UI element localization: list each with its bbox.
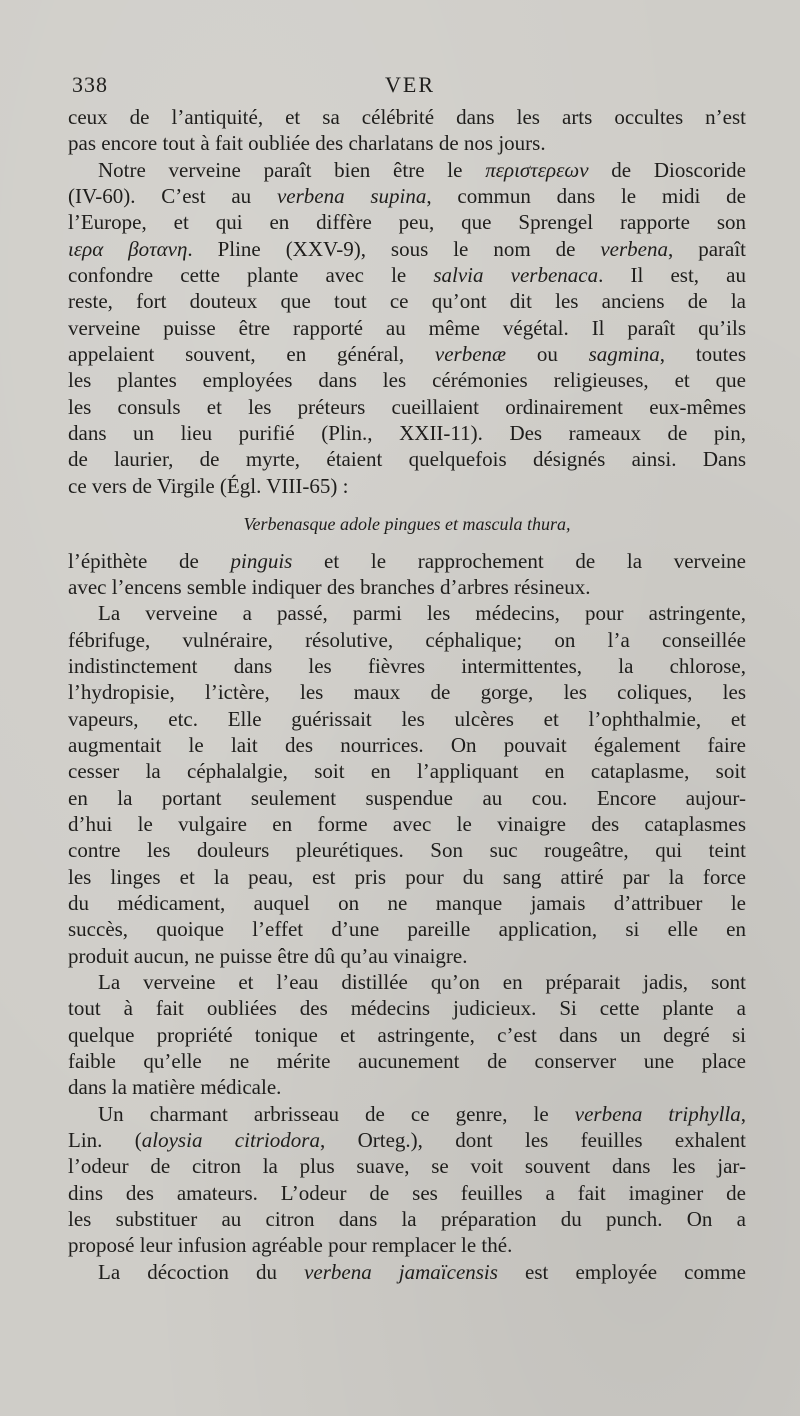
text-segment: , commun dans le midi de — [426, 184, 746, 209]
text-segment: du médicament, auquel on ne manque jamais d’attribuer le — [68, 890, 746, 915]
text-line — [68, 890, 746, 916]
text-segment: ou — [506, 342, 589, 367]
text-line — [68, 315, 746, 341]
text-segment: les linges et la peau, est pris pour du sang attiré par la force — [68, 864, 746, 889]
text-segment: Un charmant arbrisseau de ce genre, le — [98, 1101, 575, 1126]
text-line — [68, 341, 746, 367]
text-segment: reste, fort douteux que tout ce qu’ont dit les anciens de la — [68, 289, 746, 314]
text-segment: est employée comme — [497, 1259, 746, 1284]
text-line — [68, 916, 746, 942]
text-line — [68, 157, 746, 183]
text-line — [68, 1048, 746, 1074]
text-line — [68, 1101, 746, 1127]
text-segment: les substituer au citron dans la préparation du punch. On a — [68, 1207, 746, 1232]
text-line — [68, 446, 746, 472]
text-segment: , paraît — [668, 236, 746, 261]
text-segment: . Pline (XXV-9), sous le nom de — [187, 236, 601, 261]
text-segment: fébrifuge, vulnéraire, résolutive, céphalique; on l’a conseillée — [68, 627, 746, 652]
text-line — [68, 104, 746, 130]
text-segment: augmentait le lait des nourrices. On pouvait également faire — [68, 732, 746, 757]
text-segment: dans un lieu purifié (Plin., XXII-11). Des rameaux de pin, — [68, 421, 746, 446]
text-line — [68, 1022, 746, 1048]
text-line — [68, 785, 746, 811]
text-line — [68, 679, 746, 705]
text-segment: de laurier, de myrte, étaient quelquefois désignés ainsi. Dans — [68, 447, 746, 472]
text-line — [68, 1127, 746, 1153]
text-segment: l’épithète de — [68, 548, 231, 573]
text-line — [68, 706, 746, 732]
text-line — [68, 394, 746, 420]
text-line — [68, 758, 746, 784]
text-line — [68, 209, 746, 235]
text-segment: dins des amateurs. L’odeur de ses feuilles a fait imaginer de — [68, 1180, 746, 1205]
text-line — [68, 653, 746, 679]
italic-term: ιερα βοτανη — [68, 236, 188, 261]
italic-term: verbenæ — [434, 342, 507, 367]
page-number: 338 — [72, 72, 108, 97]
text-segment: (IV-60). C’est au — [68, 184, 277, 209]
text-line — [68, 473, 746, 499]
text-segment: dans la matière médicale. — [68, 1075, 282, 1100]
text-segment: , toutes — [659, 342, 746, 367]
italic-term: verbena — [600, 236, 668, 261]
text-line — [68, 811, 746, 837]
text-segment: pas encore tout à fait oubliée des charlatans de nos jours. — [68, 131, 546, 156]
text-segment: ce vers de Virgile (Égl. VIII-65) : — [68, 473, 349, 498]
text-segment: produit aucun, ne puisse être dû qu’au vinaigre. — [68, 943, 468, 968]
text-line — [68, 262, 746, 288]
text-line — [68, 183, 746, 209]
text-segment: Verbenasque adole pingues et mascula thura, — [243, 514, 571, 535]
text-segment: avec l’encens semble indiquer des branches d’arbres résineux. — [68, 574, 591, 599]
text-segment: confondre cette plante avec le — [68, 263, 434, 288]
text-line — [68, 1206, 746, 1232]
text-line — [68, 943, 746, 969]
text-line — [68, 288, 746, 314]
text-line — [68, 1232, 746, 1258]
italic-term: verbena jamaïcensis — [304, 1259, 498, 1284]
text-segment: les consuls et les préteurs cueillaient ordinairement eux-mêmes — [68, 394, 746, 419]
text-line — [68, 367, 746, 393]
text-line — [68, 995, 746, 1021]
text-segment: faible qu’elle ne mérite aucunement de conserver une place — [68, 1049, 746, 1074]
text-line — [68, 1074, 746, 1100]
italic-term: περιστερεων — [485, 157, 589, 182]
text-segment: proposé leur infusion agréable pour remplacer le thé. — [68, 1233, 513, 1258]
text-segment: quelque propriété tonique et astringente, c’est dans un degré si — [68, 1022, 746, 1047]
text-line — [68, 548, 746, 574]
italic-term: verbena supina — [276, 184, 427, 209]
text-segment: La verveine et l’eau distillée qu’on en préparait jadis, sont — [98, 970, 746, 994]
text-segment: verveine puisse être rapporté au même végétal. Il paraît qu’ils — [68, 315, 746, 340]
running-head: VER — [385, 72, 435, 97]
text-line — [68, 236, 746, 262]
italic-term: pinguis — [230, 548, 293, 573]
text-line — [68, 600, 746, 626]
text-line — [68, 864, 746, 890]
verse-quotation — [68, 511, 746, 537]
text-segment: appelaient souvent, en général, — [68, 342, 435, 367]
text-segment: contre les douleurs pleurétiques. Son suc rougeâtre, qui teint — [68, 838, 746, 863]
text-line — [68, 1180, 746, 1206]
italic-term: verbena triphylla — [574, 1101, 741, 1126]
text-segment: ceux de l’antiquité, et sa célébrité dans les arts occultes n’est — [68, 105, 746, 129]
text-line — [68, 1259, 746, 1285]
text-segment: de Dioscoride — [588, 157, 746, 182]
text-segment: en la portant seulement suspendue au cou. Encore aujour- — [68, 785, 746, 810]
text-segment: La verveine a passé, parmi les médecins, pour astringente, — [98, 601, 746, 626]
italic-term: sagmina — [588, 342, 660, 367]
text-line — [68, 574, 746, 600]
italic-term: salvia verbenaca — [433, 263, 599, 288]
text-segment: d’hui le vulgaire en forme avec le vinaigre des cataplasmes — [68, 811, 746, 836]
text-segment: Notre verveine paraît bien être le — [98, 157, 486, 182]
text-segment: , — [740, 1101, 746, 1126]
text-segment: , Orteg.), dont les feuilles exhalent — [319, 1128, 746, 1153]
text-line — [68, 627, 746, 653]
text-line — [68, 420, 746, 446]
text-line — [68, 130, 746, 156]
text-segment: indistinctement dans les fièvres intermittentes, la chlorose, — [68, 653, 746, 678]
text-line — [68, 1153, 746, 1179]
text-segment: l’Europe, et qui en diffère peu, que Sprengel rapporte son — [68, 210, 746, 235]
page-header — [72, 72, 748, 100]
text-segment: l’hydropisie, l’ictère, les maux de gorge, les coliques, les — [68, 680, 746, 705]
text-line — [68, 837, 746, 863]
text-segment: tout à fait oubliées des médecins judicieux. Si cette plante a — [68, 996, 746, 1021]
text-segment: Lin. ( — [68, 1128, 142, 1153]
italic-term: aloysia citriodora — [141, 1128, 320, 1153]
text-segment: les plantes employées dans les cérémonies religieuses, et que — [68, 368, 746, 393]
text-segment: et le rapprochement de la verveine — [292, 548, 746, 573]
text-segment: . Il est, au — [598, 263, 746, 288]
text-line — [68, 732, 746, 758]
body-text — [68, 104, 746, 1285]
text-segment: vapeurs, etc. Elle guérissait les ulcères et l’ophthalmie, et — [68, 706, 746, 731]
text-line — [68, 969, 746, 995]
text-segment: cesser la céphalalgie, soit en l’appliquant en cataplasme, soit — [68, 759, 746, 784]
text-segment: succès, quoique l’effet d’une pareille application, si elle en — [68, 917, 746, 942]
text-segment: La décoction du — [98, 1259, 305, 1284]
text-segment: l’odeur de citron la plus suave, se voit souvent dans les jar- — [68, 1154, 746, 1179]
